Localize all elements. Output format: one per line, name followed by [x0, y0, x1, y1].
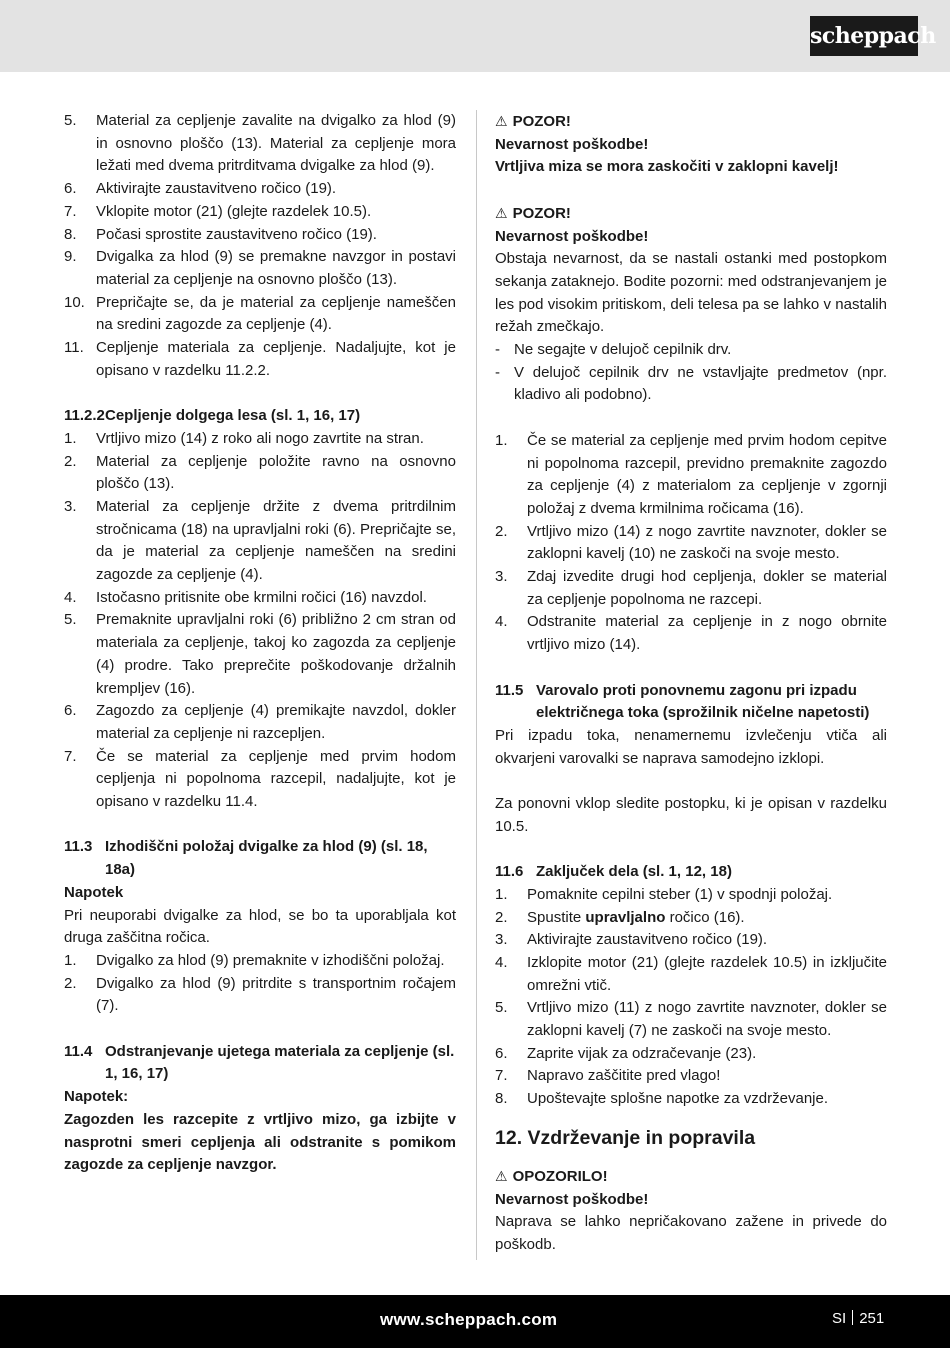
section-heading: 11.4 Odstranjevanje ujetega materiala za cepljenje (sl. 1, 16, 17): [64, 1042, 455, 1083]
list-item: 7. Če se material za cepljenje med prvim hodom cepljenja ni popolnoma razcepil, nadaljujte, kot je opisano v razdelku 11.4.: [64, 747, 456, 811]
list-item: 1. Če se material za cepljenje med prvim hodom cepitve ni popolnoma razcepil, previdno premaknite zagozdo za cepljenje (4) z materialom za cepljenje v zgornji položaj z dvema krmilnima ročicama (16).: [495, 431, 887, 517]
chapter-heading: 12. Vzdrževanje in popravila: [495, 1126, 756, 1149]
section-heading: 11.5 Varovalo proti ponovnemu zagonu pri izpadu električnega toka (sprožilnik ničelne napetosti): [495, 681, 870, 722]
list-item: 9. Dvigalka za hlod (9) se premakne navzgor in postavi material za cepljenje na osnovno ploščo (13).: [64, 248, 456, 288]
warning-text: Obstaja nevarnost, da se nastali ostanki med postopkom sekanja zataknejo. Bodite pozorni: med odstranjevanjem je les pod visokim pritiskom, deli telesa pa se lahko v nastalih režah zmečkajo.: [495, 250, 887, 336]
brand-logo: scheppach: [810, 16, 918, 56]
warning-block: [495, 1165, 887, 1257]
section-11-6: [495, 861, 887, 1111]
warning-label: OPOZORILO!: [512, 1167, 608, 1185]
list-item: 3. Aktivirajte zaustavitveno ročico (19).: [495, 931, 768, 949]
section-11-5: [495, 680, 887, 839]
note-text: Zagozden les razcepite z vrtljivo mizo, ga izbijte v nasprotni smeri cepljenja ali odstranite s pomikom zagozde za cepljenje navzgor.: [64, 1110, 456, 1174]
list-item: 6. Zaprite vijak za odzračevanje (23).: [495, 1044, 757, 1062]
warning-block: [495, 202, 887, 407]
note-text: Pri neuporabi dvigalke za hlod, se bo ta uporabljala kot druga zaščitna ročica.: [64, 906, 456, 947]
list-item: 3. Zdaj izvedite drugi hod cepljenja, dokler se material za cepljenje popolnoma ne razcepi.: [495, 568, 887, 608]
list-item: 10. Prepričajte se, da je material za cepljenje nameščen na sredini zagozde za cepljenje (4).: [64, 293, 456, 334]
list-item: 4. Istočasno pritisnite obe krmilni ročici (16) navzdol.: [64, 588, 427, 606]
page-number: SI 251: [832, 1310, 885, 1327]
list-item: 7. Vklopite motor (21) (glejte razdelek 10.5).: [64, 202, 372, 220]
footer-url[interactable]: www.scheppach.com: [380, 1310, 558, 1329]
list-item: 4. Odstranite material za cepljenje in z nogo obrnite vrtljivo mizo (14).: [495, 613, 887, 654]
list-item: 2. Dvigalko za hlod (9) pritrdite s transportnim ročajem (7).: [64, 974, 456, 1015]
section-11-2-2: [64, 405, 456, 814]
warning-triangle-icon: ⚠: [495, 204, 508, 221]
header-band: [0, 0, 950, 72]
warning-text: Naprava se lahko nepričakovano zažene in privede do poškodb.: [495, 1213, 887, 1253]
paragraph: Pri izpadu toka, nenamernemu izvlečenju vtiča ali okvarjeni varovalki se naprava samodejno izklopi.: [495, 726, 887, 767]
section-heading: 11.2.2 Cepljenje dolgega lesa (sl. 1, 16, 17): [64, 407, 361, 425]
dash-item: - V delujoč cepilnik drv ne vstavljajte predmetov (npr. kladivo ali podobno).: [495, 363, 887, 404]
list-b: [495, 430, 887, 657]
warning-block: [495, 110, 887, 179]
list-item: 5. Material za cepljenje zavalite na dvigalko za hlod (9) in osnovno ploščo (13). Material za cepljenje mora ležati med dvema pritrditvama dvigalke za hlod (9).: [64, 112, 456, 175]
list-item: 8. Upoštevajte splošne napotke za vzdrževanje.: [495, 1090, 829, 1108]
paragraph: Za ponovni vklop sledite postopku, ki je opisan v razdelku 10.5.: [495, 795, 887, 835]
section-11-4: [64, 1041, 456, 1177]
warning-label: POZOR!: [512, 113, 571, 130]
list-item: 1. Dvigalko za hlod (9) premaknite v izhodiščni položaj.: [64, 951, 445, 969]
section-heading: 11.3 Izhodiščni položaj dvigalke za hlod (9) (sl. 18, 18a): [64, 838, 428, 879]
list-item: 5. Premaknite upravljalni roki (6) približno 2 cm stran od materiala za cepljenje, takoj ko zagozda za cepljenje (4) prodre. Tako preprečite poškodovanje držalnih krempljev (16).: [64, 611, 456, 697]
note-label: Napotek: [64, 883, 124, 901]
warning-text: Vrtljiva miza se mora zaskočiti v zaklopni kavelj!: [495, 158, 839, 176]
list-item: 11. Cepljenje materiala za cepljenje. Nadaljujte, kot je opisano v razdelku 11.2.2.: [64, 339, 456, 379]
list-item: 1. Vrtljivo mizo (14) z roko ali nogo zavrtite na stran.: [64, 429, 424, 447]
list-item: 2. Material za cepljenje položite ravno na osnovno ploščo (13).: [64, 452, 456, 493]
list-item: 6. Aktivirajte zaustavitveno ročico (19).: [64, 180, 337, 198]
note-label: Napotek:: [64, 1088, 129, 1106]
list-item: 4. Izklopite motor (21) (glejte razdelek 10.5) in izključite omrežni vtič.: [495, 953, 887, 994]
section-11-3: [64, 836, 456, 1018]
warning-sub: Nevarnost poškodbe!: [495, 227, 649, 245]
warning-label: POZOR!: [512, 204, 571, 222]
warning-triangle-icon: ⚠: [495, 1167, 508, 1184]
section-heading: 11.6 Zaključek dela (sl. 1, 12, 18): [495, 863, 732, 881]
warning-sub: Nevarnost poškodbe!: [495, 1190, 649, 1208]
list-item: 5. Vrtljivo mizo (11) z nogo zavrtite navznoter, dokler se zaklopni kavelj (7) ne zaskoči na svoje mesto.: [495, 999, 887, 1040]
list-item: 8. Počasi sprostite zaustavitveno ročico (19).: [64, 225, 377, 243]
list-item: 2. Vrtljivo mizo (14) z nogo zavrtite navznoter, dokler se zaklopni kavelj (10) ne zaskoči na svoje mesto.: [495, 522, 887, 563]
left-column: [64, 110, 456, 1177]
list-item: 2. Spustite upravljalno ročico (16).: [495, 908, 745, 926]
column-divider: [476, 110, 477, 1260]
warning-triangle-icon: ⚠: [495, 113, 508, 129]
right-column: [495, 110, 887, 1257]
footer: [0, 1295, 950, 1348]
list-item: 6. Zagozdo za cepljenje (4) premikajte navzdol, dokler material za cepljenje ni razcepljen.: [64, 702, 456, 742]
list-item: 1. Pomaknite cepilni steber (1) v spodnji položaj.: [495, 885, 833, 903]
list-item: 3. Material za cepljenje držite z dvema pritrdilnim stročnicama (18) na upravljalni roki (6). Prepričajte se, da je material za cepljenje nameščen na sredini zagozde za cepljenje (4).: [64, 497, 456, 584]
dash-item: - Ne segajte v delujoč cepilnik drv.: [495, 341, 732, 359]
list-item: 7. Napravo zaščitite pred vlago!: [495, 1067, 721, 1085]
separator: [852, 1310, 853, 1325]
warning-sub: Nevarnost poškodbe!: [495, 135, 649, 153]
list-a: [64, 110, 456, 382]
